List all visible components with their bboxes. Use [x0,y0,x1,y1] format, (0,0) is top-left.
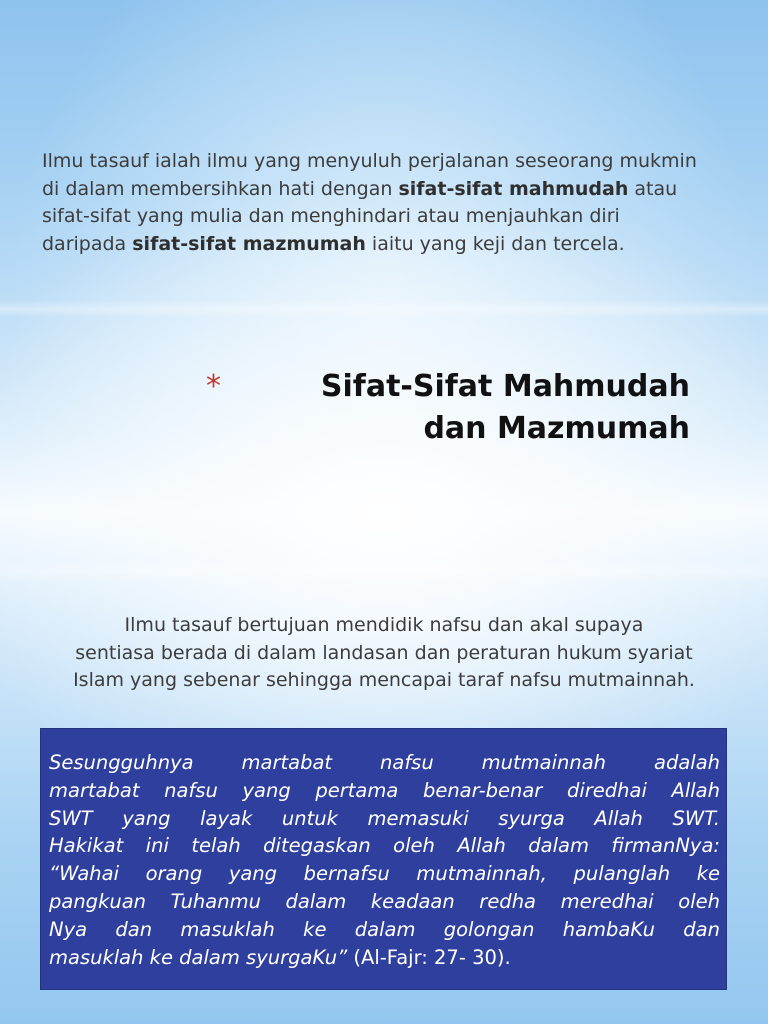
intro-bold-mahmudah: sifat-sifat mahmudah [398,177,629,200]
background-highlight-band [0,560,768,582]
quote-text [49,749,720,971]
purpose-line: sentiasa berada di dalam landasan dan peraturan hukum syariat [75,641,693,664]
purpose-line: Islam yang sebenar sehingga mencapai taraf nafsu mutmainnah. [73,669,695,691]
background-highlight-band [0,300,768,318]
intro-paragraph [42,148,702,258]
quote-line: Nya dan masuklah ke dalam golongan hambaKu dan [49,917,720,941]
quote-end: . [504,945,511,969]
quote-line: “Wahai orang yang bernafsu mutmainnah, pulanglah ke [49,862,720,886]
intro-text: Ilmu tasauf ialah ilmu yang menyuluh perjalanan seseorang mukmin di dalam membersihkan hati dengan [42,150,697,200]
quote-line: Sesungguhnya martabat nafsu mutmainnah adalah [49,751,720,774]
slide-title [240,366,690,450]
quote-box [40,728,727,990]
slide-title-line: dan Mazmumah [423,411,690,446]
purpose-line: Ilmu tasauf bertujuan mendidik nafsu dan akal supaya [124,614,644,636]
quote-last-line [49,944,720,972]
quote-line: masuklah ke dalam syurgaKu” [49,945,348,969]
quote-line: Hakikat ini telah ditegaskan oleh Allah dalam firmanNya: [49,834,720,858]
intro-text: atau sifat-sifat yang mulia dan menghindari atau menjauhkan diri daripada [42,177,678,255]
quote-line: martabat nafsu yang pertama benar-benar diredhai Allah [49,778,720,802]
quote-line: SWT yang layak untuk memasuki syurga Allah SWT. [49,806,720,830]
intro-bold-mazmumah: sifat-sifat mazmumah [132,232,366,255]
quote-line: pangkuan Tuhanmu dalam keadaan redha meredhai oleh [49,889,720,913]
quote-citation: (Al-Fajr: 27- 30) [347,945,505,969]
asterisk-bullet-icon: * [206,369,221,404]
purpose-paragraph [44,612,724,695]
intro-text: iaitu yang keji dan tercela. [365,232,625,255]
slide-title-line: Sifat-Sifat Mahmudah [320,369,690,404]
